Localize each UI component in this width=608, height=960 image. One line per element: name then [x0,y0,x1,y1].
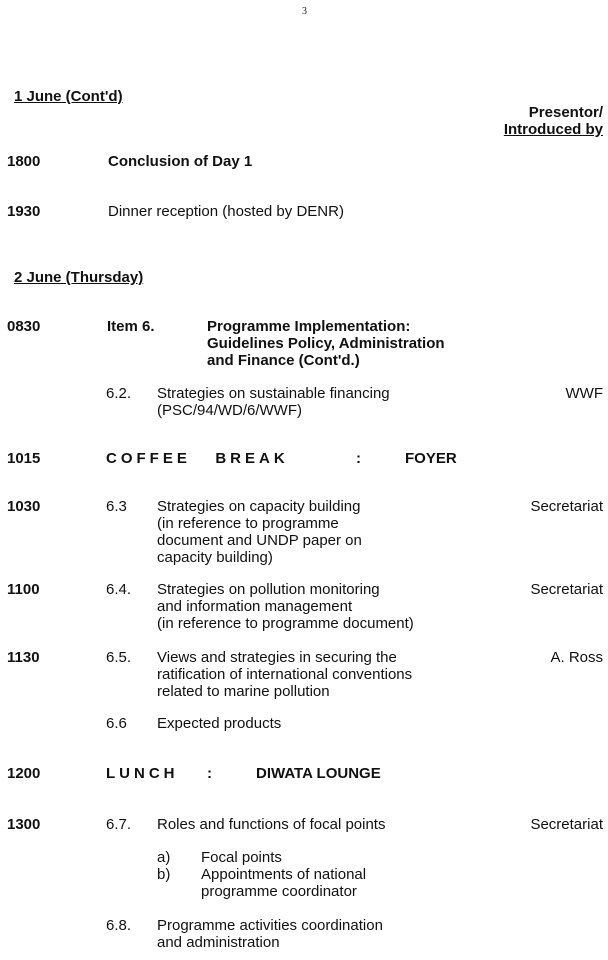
subitem-b-line1: Appointments of national [201,866,367,883]
day2-heading: 2 June (Thursday) [14,269,144,286]
conclusion-day1: Conclusion of Day 1 [108,153,253,170]
dinner-reception: Dinner reception (hosted by DENR) [108,203,344,220]
coffee-break-place: FOYER [405,450,457,467]
presentor-header-line2: Introduced by [503,121,603,138]
agenda-6-2-line2: (PSC/94/WD/6/WWF) [157,402,302,419]
coffee-break-separator: : [356,450,361,467]
item-6-title-line3: and Finance (Cont'd.) [207,352,360,369]
agenda-6-7-line1: Roles and functions of focal points [157,816,386,833]
agenda-6-2-presenter: WWF [565,385,603,402]
agenda-6-4-number: 6.4. [106,581,132,598]
item-6-title-line1: Programme Implementation: [207,318,411,335]
agenda-6-2-line1: Strategies on sustainable financing [157,385,390,402]
agenda-6-4-line1: Strategies on pollution monitoring [157,581,380,598]
time-1800: 1800 [7,153,41,170]
item-6-title-line2: Guidelines Policy, Administration [207,335,445,352]
agenda-6-4-line3: (in reference to programme document) [157,615,414,632]
day1-heading: 1 June (Cont'd) [14,88,123,105]
presentor-header-line1: Presentor/ [528,104,603,121]
agenda-6-5-line2: ratification of international conventions [157,666,413,683]
subitem-b-line2: programme coordinator [201,883,357,900]
agenda-6-5-number: 6.5. [106,649,132,666]
agenda-6-4-presenter: Secretariat [530,581,603,598]
time-0830: 0830 [7,318,41,335]
agenda-6-6-number: 6.6 [106,715,127,732]
agenda-6-5-line3: related to marine pollution [157,683,330,700]
agenda-6-3-number: 6.3 [106,498,127,515]
lunch-label: LUNCH [106,765,179,782]
agenda-6-2-number: 6.2. [106,385,132,402]
time-1030: 1030 [7,498,41,515]
agenda-6-3-line1: Strategies on capacity building [157,498,361,515]
page-number: 3 [302,6,307,17]
time-1930: 1930 [7,203,41,220]
lunch-separator: : [207,765,212,782]
agenda-6-5-line1: Views and strategies in securing the [157,649,397,666]
agenda-6-7-number: 6.7. [106,816,132,833]
time-1100: 1100 [7,581,40,598]
agenda-6-3-presenter: Secretariat [530,498,603,515]
time-1130: 1130 [7,649,40,666]
agenda-6-8-line2: and administration [157,934,280,951]
coffee-break-label: COFFEE BREAK [106,450,289,467]
subitem-a-letter: a) [157,849,171,866]
time-1300: 1300 [7,816,41,833]
agenda-6-3-line3: document and UNDP paper on [157,532,362,549]
agenda-6-4-line2: and information management [157,598,353,615]
time-1015: 1015 [7,450,41,467]
subitem-a-line1: Focal points [201,849,282,866]
agenda-6-7-presenter: Secretariat [530,816,603,833]
time-1200: 1200 [7,765,41,782]
agenda-6-3-line4: capacity building) [157,549,273,566]
agenda-6-8-line1: Programme activities coordination [157,917,383,934]
subitem-b-letter: b) [157,866,171,883]
agenda-6-6-line1: Expected products [157,715,282,732]
agenda-6-5-presenter: A. Ross [550,649,603,666]
lunch-place: DIWATA LOUNGE [256,765,381,782]
agenda-6-3-line2: (in reference to programme [157,515,339,532]
item-6-label: Item 6. [107,318,155,335]
agenda-6-8-number: 6.8. [106,917,132,934]
